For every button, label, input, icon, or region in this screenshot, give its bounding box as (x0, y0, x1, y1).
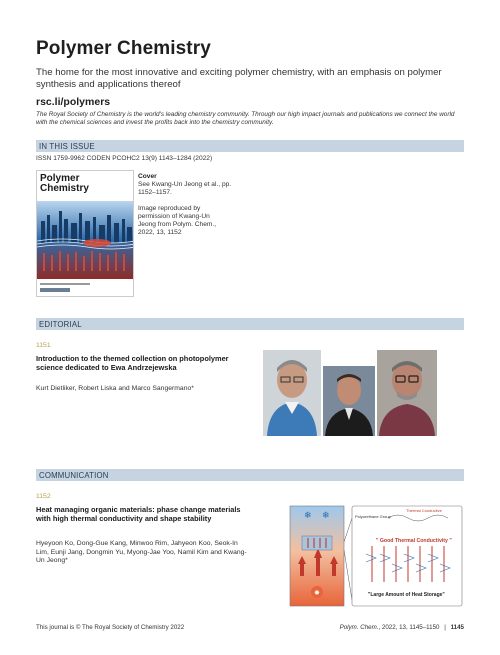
section-bar-communication (36, 469, 464, 481)
author-photo-liska (323, 366, 375, 436)
toc-graphic (288, 504, 464, 608)
cover-reference: See Kwang-Un Jeong et al., pp. 1152–1157. (138, 181, 232, 196)
section-bar-in-this-issue (36, 140, 464, 152)
journal-url-link[interactable]: rsc.li/polymers (36, 96, 111, 108)
svg-text:Polyurethane Group: Polyurethane Group (355, 514, 391, 519)
rsc-statement: The Royal Society of Chemistry is the world's leading chemistry community. Through our high impact journals and publications we connect the world with the chemical sciences and invest the profits back into the chemistry community. (36, 111, 455, 126)
svg-text:❄: ❄ (304, 510, 312, 520)
rsc-logo (40, 288, 70, 292)
journal-title: Polymer Chemistry (36, 38, 211, 59)
cover-artwork (37, 201, 134, 279)
editorial-title-link[interactable]: Introduction to the themed collection on photopolymer science dedicated to Ewa Andrzejewska (36, 354, 229, 372)
communication-authors: Hyeyoon Ko, Dong-Gue Kang, Minwoo Rim, Jahyeon Koo, Seok-In Lim, Eunji Jang, Dongmin Yu, Myong-Jae Yoo, Namil Kim and Kwang-Un Jeong* (36, 540, 247, 565)
svg-text:✹: ✹ (314, 590, 320, 597)
editorial-page-number: 1151 (36, 342, 51, 349)
cover-credit: Image reproduced by permission of Kwang-Un Jeong from Polym. Chem., 2022, 13, 1152 (138, 205, 217, 236)
footer-copyright: This journal is © The Royal Society of Chemistry 2022 (36, 624, 185, 631)
cover-heading: Cover (138, 173, 157, 180)
footer-page-number: 1145 (450, 624, 464, 631)
svg-text:❄: ❄ (322, 510, 330, 520)
cover-title: Polymer Chemistry (40, 173, 89, 194)
section-label: IN THIS ISSUE (39, 141, 95, 151)
footer-separator: | (444, 624, 446, 631)
editorial-authors: Kurt Dietliker, Robert Liska and Marco Sangermano* (36, 385, 194, 392)
svg-text:Thermal Conductive: Thermal Conductive (406, 508, 442, 513)
issn-line: ISSN 1759-9962 CODEN PCOHC2 13(9) 1143–1284 (2022) (36, 155, 213, 162)
journal-tagline: The home for the most innovative and exciting polymer chemistry, with an emphasis on polymer synthesis and applications thereof (36, 67, 442, 90)
footer-journal-abbr: Polym. Chem. (339, 624, 379, 631)
svg-text:"Large Amount of Heat Storage": "Large Amount of Heat Storage" (368, 592, 445, 598)
communication-page-number: 1152 (36, 493, 51, 500)
section-bar-editorial (36, 318, 464, 330)
svg-text:" Good Thermal Conductivity ": " Good Thermal Conductivity " (376, 538, 452, 544)
cover-thumbnail[interactable] (36, 170, 134, 297)
footer-citation-text: , 2022, 13, 1145–1150 (378, 624, 440, 631)
author-photo-dietliker (263, 350, 321, 436)
communication-title-link[interactable]: Heat managing organic materials: phase change materials with high thermal conductivity and shape stability (36, 505, 241, 523)
section-label: EDITORIAL (39, 319, 82, 329)
cover-footer-line (40, 283, 90, 285)
footer-citation (340, 624, 464, 631)
section-label: COMMUNICATION (39, 470, 109, 480)
author-photo-sangermano (377, 350, 437, 436)
